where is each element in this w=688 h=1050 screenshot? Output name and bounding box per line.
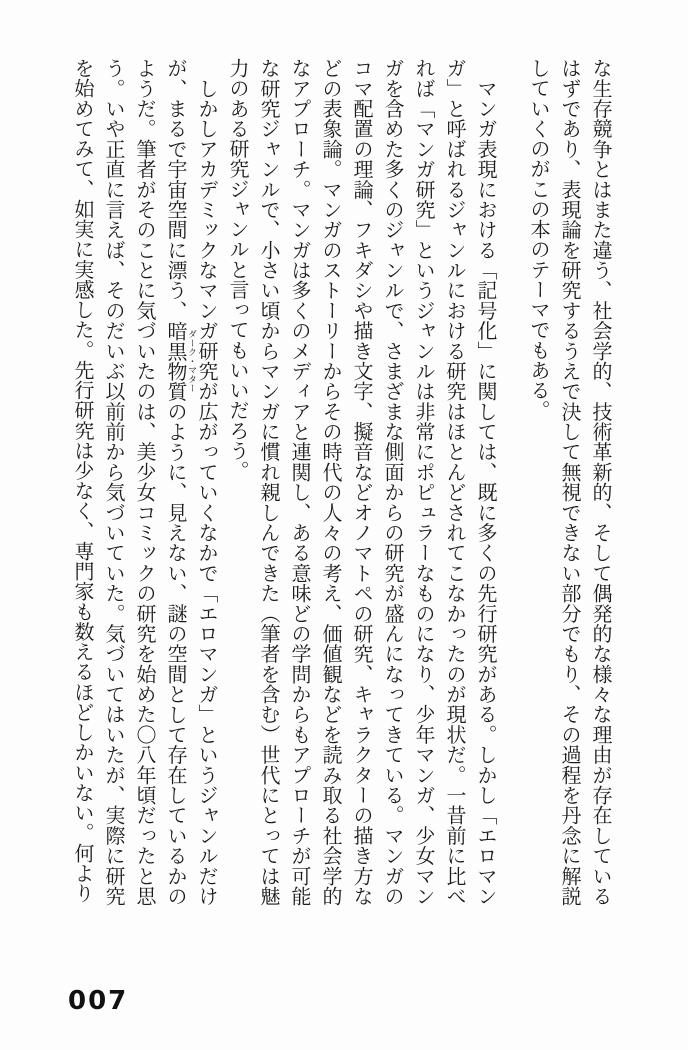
paragraph-3-segment-2: のように、見えない、謎の空間として存在しているかのようだ。筆者がそのことに気づいたのは、美少女コミックの研究を始めた〇八年頃だったと思う。いや正直に言えば、そのだいぶ以前前から気づいていた。気づいてはいたが、実際に研究を始めてみて、如実に実感した。先行研究は少なく、専門家も数えるほどしかいない。何より	[71, 58, 188, 907]
dark-matter-ruby-furigana: ダーク・マター	[186, 320, 196, 402]
paragraph-3-segment-1: しかしアカデミックなマンガ研究が広がっていくなかで「エロマンガ」というジャンルだけが、まるで宇宙空間に漂う、	[164, 58, 219, 906]
paragraph-3	[67, 58, 222, 906]
dark-matter-ruby-base: 暗黒物質	[164, 320, 188, 402]
paragraph-1: な生存競争とはまた違う、社会学的、技術革新的、そして偶発的な様々な理由が存在しているはずであり、表現論を研究するうえで決して無視できない部分でもり、その過程を丹念に解説していくのがこの本のテーマでもある。	[527, 58, 613, 906]
page-number: 007	[68, 986, 129, 1016]
paragraph-2: マンガ表現における「記号化」に関しては、既に多くの先行研究がある。しかし「エロマンガ」と呼ばれるジャンルにおける研究はほとんどされてこなかったのが現状だ。一昔前に比べれば「マンガ研究」というジャンルは非常にポピュラーなものになり、少年マンガ、少女マンガを含めた多くのジャンルで、さまざまな側面からの研究が盛んになってきている。マンガのコマ配置の理論、フキダシや描き文字、擬音などオノマトペの研究、キャラクターの描き方などの表象論。マンガのストーリーからその時代の人々の考え、価値観などを読み取る社会学的なアプローチ。マンガは多くのメディアと連関し、ある意味どの学問からもアプローチが可能な研究ジャンルで、小さい頃からマンガに慣れ親しんできた（筆者を含む）世代にとっては魅力のある研究ジャンルと言ってもいいだろう。	[226, 58, 498, 906]
vertical-text-block	[67, 58, 616, 906]
dark-matter-ruby	[164, 320, 196, 402]
